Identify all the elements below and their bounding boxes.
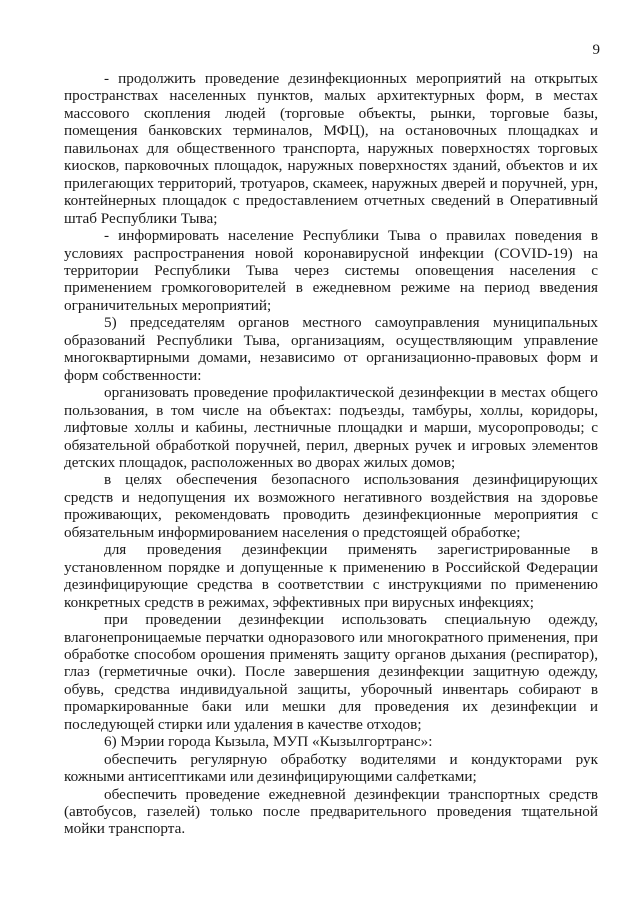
paragraph-registered-disinfectants: для проведения дезинфекции применять зарегистрированные в установленном порядке и допущенные к применению в Российской Федерации дезинфицирующие средства в соответствии с инструкциями по применению конкретных средств в режимах, эффективных при вирусных инфекциях; <box>64 541 598 611</box>
paragraph-hand-treatment: обеспечить регулярную обработку водителями и кондукторами рук кожными антисептиками или дезинфицирующими салфетками; <box>64 750 598 786</box>
paragraph-item-6-heading: 6) Мэрии города Кызыла, МУП «Кызылгортранс»: <box>104 733 433 751</box>
paragraph-disinfection-open-spaces: - продолжить проведение дезинфекционных мероприятий на открытых пространствах населенных пунктов, малых архитектурных форм, в местах массового скопления людей (торговые объекты, рынки, торговые базы, помещения банковских терминалов, МФЦ), на остановочных площадках и павильонах для общественного транспорта, наружных поверхностях торговых киосков, парковочных площадок, наружных поверхностях зданий, объектов и их прилегающих территорий, тротуаров, скамеек, наружных дверей и поручней, урн, контейнерных площадок с предоставлением отчетных сведений в Оперативный штаб Республики Тыва; <box>64 70 598 227</box>
document-body <box>64 70 598 838</box>
page-number: 9 <box>592 42 600 58</box>
paragraph-inform-population: - информировать население Республики Тыва о правилах поведения в условиях распространения новой коронавирусной инфекции (COVID-19) на территории Республики Тыва через системы оповещения населения с применением громкоговорителей в ежедневном режиме на период введения ограничительных мероприятий; <box>64 227 598 314</box>
paragraph-safe-use-disinfectants: в целях обеспечения безопасного использования дезинфицирующих средств и недопущения их возможного негативного воздействия на здоровье проживающих, рекомендовать проводить дезинфекционные мероприятия с обязательным информированием населения о предстоящей обработке; <box>64 471 598 541</box>
paragraph-preventive-disinfection: организовать проведение профилактической дезинфекции в местах общего пользования, в том числе на объектах: подъезды, тамбуры, холлы, коридоры, лифтовые холлы и кабины, лестничные площадки и марши, мусоропроводы; с обязательной обработкой поручней, перил, дверных ручек и игровых элементов детских площадок, расположенных во дворах жилых домов; <box>64 384 598 471</box>
paragraph-protective-clothing: при проведении дезинфекции использовать специальную одежду, влагонепроницаемые перчатки одноразового или многократного применения, при обработке способом орошения применять защиту органов дыхания (респиратор), глаз (герметичные очки). После завершения дезинфекции защитную одежду, обувь, средства индивидуальной защиты, уборочный инвентарь собирают в промаркированные баки или мешки для проведения их дезинфекции и последующей стирки или удаления в качестве отходов; <box>64 611 598 733</box>
paragraph-item-5-heading: 5) председателям органов местного самоуправления муниципальных образований Республики Тыва, организациям, осуществляющим управление многоквартирными домами, независимо от организационно-правовых форм и форм собственности: <box>64 314 598 384</box>
paragraph-vehicle-disinfection: обеспечить проведение ежедневной дезинфекции транспортных средств (автобусов, газелей) только после предварительного проведения тщательной мойки транспорта. <box>64 785 598 838</box>
